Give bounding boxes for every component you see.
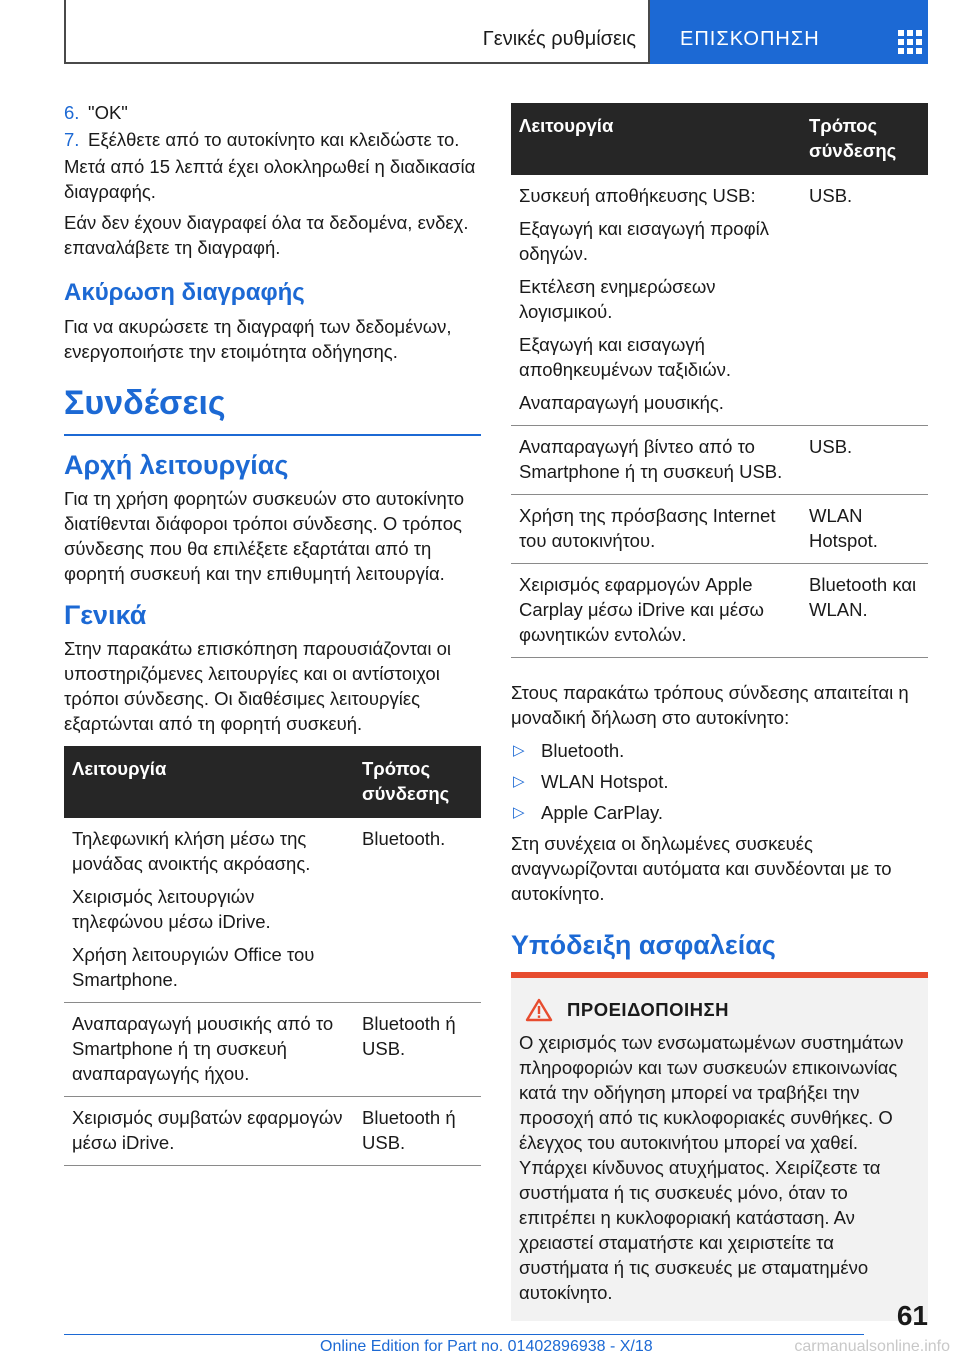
step-list	[64, 100, 481, 152]
heading-principle: Αρχή λειτουργίας	[64, 450, 289, 480]
table-cell-connection: WLAN Hotspot.	[801, 495, 928, 564]
table-cell-connection: Bluetooth και WLAN.	[801, 564, 928, 658]
step-text: "OK"	[88, 102, 128, 123]
table-row	[64, 818, 481, 1003]
table-cell-connection: USB.	[801, 426, 928, 495]
cell-line: Χειρισμός συμβατών εφαρμογών μέσω iDrive.	[72, 1107, 343, 1153]
footer-divider	[64, 1334, 864, 1335]
warning-text: Ο χειρισμός των ενσωματωμένων συστημάτων πληροφοριών και των συσκευών επικοινωνίας κατά την οδήγηση μπορεί να τραβήξει την προσοχή από τις κυκλοφοριακές συνθήκες. Ο έλεγχος του αυτοκινήτου μπορεί να χαθεί. Υπάρχει κίνδυνος ατυχήματος. Χειρίζεστε τα συστήματα ή τις συσκευές μόνο, όταν το επιτρέπει η κυκλοφοριακή κατάσταση. Αν χρειαστεί σταματήστε και χειριστείτε τα συστήματα ή τις συσκευές με σταματημένο αυτοκίνητο.	[519, 1032, 904, 1303]
column-header-connection: Τρόπος σύνδεσης	[801, 103, 928, 175]
column-header-connection: Τρόπος σύνδεσης	[354, 746, 481, 818]
cell-line: Χρήση της πρόσβασης Internet του αυτοκινήτου.	[519, 505, 776, 551]
paragraph: Για τη χρήση φορητών συσκευών στο αυτοκίνητο διατίθενται διάφοροι τρόποι σύνδεσης. Ο τρόπος σύνδεσης που θα επιλέξετε εξαρτάται από τη φορητή συσκευή και την επιθυμητή λειτουργία.	[64, 488, 465, 584]
bullet-text: Apple CarPlay.	[541, 802, 664, 823]
bullet-list	[511, 738, 928, 825]
page-header	[64, 0, 928, 64]
cell-line: Αναπαραγωγή μουσικής από το Smartphone ή τη συσκευή αναπαραγωγής ήχου.	[72, 1013, 334, 1084]
table-cell-function	[511, 564, 801, 658]
functions-table-right	[511, 103, 928, 658]
cell-line: Συσκευή αποθήκευσης USB:	[519, 185, 756, 206]
table-cell-connection: USB.	[801, 175, 928, 426]
list-item	[511, 800, 928, 825]
table-cell-connection: Bluetooth.	[354, 818, 481, 1003]
step-number: 7.	[64, 129, 80, 150]
triangle-bullet-icon: ▷	[513, 742, 525, 759]
page-number: 61	[896, 1300, 928, 1331]
paragraph: Στην παρακάτω επισκόπηση παρουσιάζονται οι υποστηριζόμενες λειτουργίες και οι αντίστοιχοι τρόποι σύνδεσης. Οι διαθέσιμες λειτουργίες εξαρτώνται από τη φορητή συσκευή.	[64, 638, 451, 734]
table-row	[511, 426, 928, 495]
list-item	[511, 738, 928, 763]
table-row	[511, 564, 928, 658]
watermark: carmanualsonline.info	[794, 1338, 950, 1355]
cell-line: Εκτέλεση ενημερώσεων λογισμικού.	[519, 276, 716, 322]
column-header-function: Λειτουργία	[64, 746, 354, 818]
cell-line: Αναπαραγωγή μουσικής.	[519, 392, 724, 413]
grid-icon[interactable]	[898, 30, 922, 54]
functions-table-left	[64, 746, 481, 1166]
table-cell-function	[64, 818, 354, 1003]
table-cell-function	[511, 495, 801, 564]
table-row	[511, 495, 928, 564]
warning-triangle-icon	[525, 998, 553, 1022]
cell-line: Αναπαραγωγή βίντεο από το Smartphone ή τη συσκευή USB.	[519, 436, 783, 482]
table-cell-connection: Bluetooth ή USB.	[354, 1003, 481, 1097]
right-column	[511, 103, 928, 1321]
header-chapter-title[interactable]: ΕΠΙΣΚΟΠΗΣΗ	[680, 28, 820, 50]
heading-cancel-deletion: Ακύρωση διαγραφής	[64, 279, 305, 306]
heading-connections: Συνδέσεις	[64, 382, 481, 436]
list-item	[511, 769, 928, 794]
table-row	[64, 1003, 481, 1097]
step-number: 6.	[64, 102, 80, 123]
paragraph: Στους παρακάτω τρόπους σύνδεσης απαιτείται η μοναδική δήλωση στο αυτοκίνητο:	[511, 682, 909, 728]
cell-line: Εξαγωγή και εισαγωγή αποθηκευμένων ταξιδιών.	[519, 334, 732, 380]
table-cell-function	[511, 175, 801, 426]
paragraph: Εάν δεν έχουν διαγραφεί όλα τα δεδομένα, ενδεχ. επαναλάβετε τη διαγραφή.	[64, 212, 469, 258]
table-cell-function	[64, 1097, 354, 1166]
table-cell-function	[64, 1003, 354, 1097]
cell-line: Χειρισμός λειτουργιών τηλεφώνου μέσω iDrive.	[72, 886, 271, 932]
paragraph: Για να ακυρώσετε τη διαγραφή των δεδομένων, ενεργοποιήστε την ετοιμότητα οδήγησης.	[64, 316, 452, 362]
table-row	[64, 1097, 481, 1166]
cell-line: Εξαγωγή και εισαγωγή προφίλ οδηγών.	[519, 218, 769, 264]
header-section-box	[64, 0, 650, 64]
triangle-bullet-icon: ▷	[513, 804, 525, 821]
table-header-row	[64, 746, 481, 818]
list-item	[64, 100, 481, 125]
cell-line: Χρήση λειτουργιών Office του Smartphone.	[72, 944, 315, 990]
header-section-title: Γενικές ρυθμίσεις	[482, 28, 636, 50]
header-chapter-tab[interactable]	[650, 0, 928, 64]
triangle-bullet-icon: ▷	[513, 773, 525, 790]
table-cell-connection: Bluetooth ή USB.	[354, 1097, 481, 1166]
warning-box	[511, 972, 928, 1321]
list-item	[64, 127, 481, 152]
left-column	[64, 100, 481, 1166]
footer-edition: Online Edition for Part no. 01402896938 - X/18	[320, 1338, 653, 1355]
heading-safety: Υπόδειξη ασφαλείας	[511, 930, 776, 960]
warning-title: ΠΡΟΕΙΔΟΠΟΙΗΣΗ	[567, 999, 729, 1020]
table-header-row	[511, 103, 928, 175]
paragraph: Μετά από 15 λεπτά έχει ολοκληρωθεί η διαδικασία διαγραφής.	[64, 156, 476, 202]
bullet-text: Bluetooth.	[541, 740, 625, 761]
warning-header	[525, 998, 920, 1022]
column-header-function: Λειτουργία	[511, 103, 801, 175]
step-text: Εξέλθετε από το αυτοκίνητο και κλειδώστε το.	[88, 129, 460, 150]
bullet-text: WLAN Hotspot.	[541, 771, 669, 792]
table-cell-function	[511, 426, 801, 495]
paragraph: Στη συνέχεια οι δηλωμένες συσκευές αναγνωρίζονται αυτόματα και συνδέονται με το αυτοκίνητο.	[511, 833, 892, 904]
cell-line: Χειρισμός εφαρμογών Apple Carplay μέσω iDrive και μέσω φωνητικών εντολών.	[519, 574, 764, 645]
heading-general: Γενικά	[64, 600, 147, 630]
table-row	[511, 175, 928, 426]
cell-line: Τηλεφωνική κλήση μέσω της μονάδας ανοικτής ακρόασης.	[72, 828, 311, 874]
